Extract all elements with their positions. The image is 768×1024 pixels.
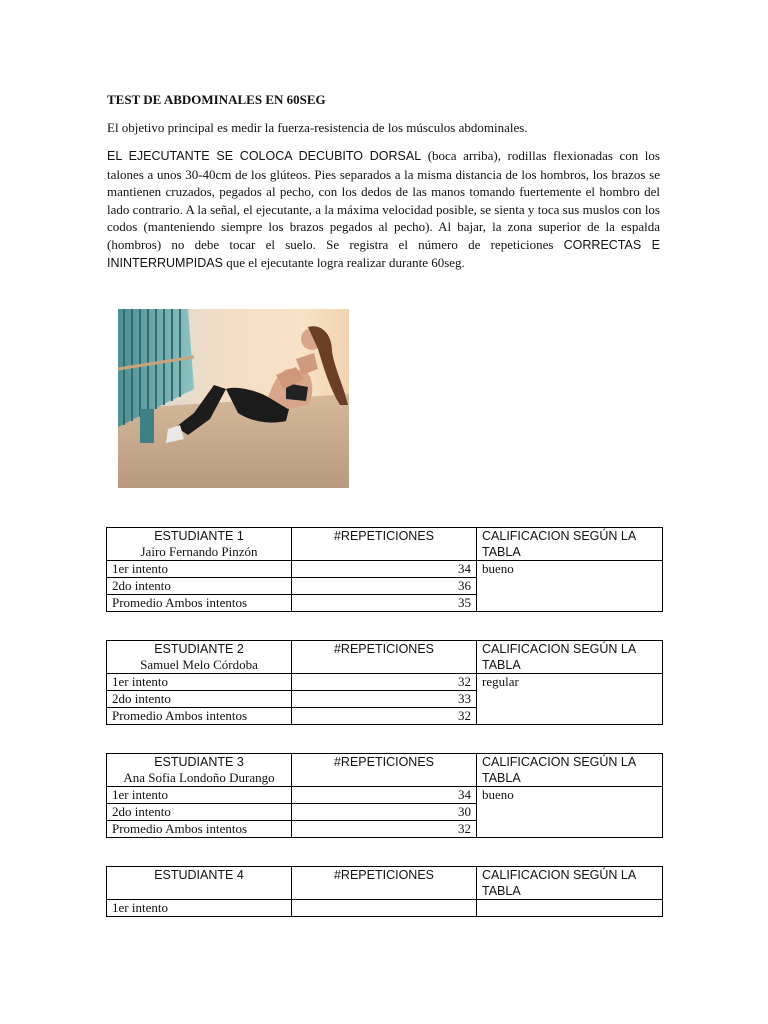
row-value: 32 <box>292 821 477 838</box>
rating-cell: bueno <box>477 787 663 838</box>
student-header-cell <box>107 641 292 674</box>
objective-text: El objetivo principal es medir la fuerza-resistencia de los músculos abdominales. <box>107 120 528 135</box>
row-value: 33 <box>292 691 477 708</box>
row-value: 34 <box>292 561 477 578</box>
student-name: Samuel Melo Córdoba <box>140 657 258 672</box>
instructions-paragraph <box>107 147 660 273</box>
para-body-1: (boca arriba), rodillas flexionadas con los talones a unos 30-40cm de los glúteos. Pies separados a la misma distancia de los hombros, los brazos se mantienen cruzados, pegados al pecho, con los dedos de las manos tomando fuertemente el hombro del lado contrario. A la señal, el ejecutante, a la máxima velocidad posible, se sienta y toca sus muslos con los codos (manteniendo siempre los brazos pegados al pecho). Al bajar, la zona superior de la espalda (hombros) no debe tocar el suelo. Se registra el número de repeticiones <box>107 148 660 252</box>
rating-header: CALIFICACION SEGÚN LA TABLA <box>477 867 663 900</box>
student-header-cell <box>107 528 292 561</box>
rating-header: CALIFICACION SEGÚN LA TABLA <box>477 754 663 787</box>
student-header-cell <box>107 754 292 787</box>
document-title: TEST DE ABDOMINALES EN 60SEG <box>107 92 326 107</box>
student-label: ESTUDIANTE 1 <box>154 529 244 543</box>
student-label: ESTUDIANTE 4 <box>154 868 244 882</box>
para-body-2: que el ejecutante logra realizar durante 60seg. <box>222 255 465 270</box>
exercise-photo <box>118 309 349 488</box>
row-label: Promedio Ambos intentos <box>107 821 292 838</box>
row-label: 1er intento <box>107 900 292 917</box>
student-label: ESTUDIANTE 2 <box>154 642 244 656</box>
repetitions-header: #REPETICIONES <box>292 867 477 900</box>
rating-cell: regular <box>477 674 663 725</box>
row-label: 1er intento <box>107 787 292 804</box>
student-header-cell <box>107 867 292 900</box>
results-table-3 <box>106 753 663 838</box>
para-caps: CORRECTAS E ININTERRUMPIDAS <box>107 237 660 270</box>
rating-cell: bueno <box>477 561 663 612</box>
row-label: 1er intento <box>107 561 292 578</box>
results-table-1 <box>106 527 663 612</box>
repetitions-header: #REPETICIONES <box>292 641 477 674</box>
results-table-4 <box>106 866 663 917</box>
row-label: Promedio Ambos intentos <box>107 708 292 725</box>
row-value: 35 <box>292 595 477 612</box>
student-label: ESTUDIANTE 3 <box>154 755 244 769</box>
row-label: 2do intento <box>107 804 292 821</box>
student-name: Ana Sofia Londoño Durango <box>123 770 275 785</box>
row-value: 30 <box>292 804 477 821</box>
row-label: 2do intento <box>107 691 292 708</box>
para-lead: EL EJECUTANTE SE COLOCA DECUBITO DORSAL <box>107 149 422 163</box>
row-value: 32 <box>292 708 477 725</box>
rating-cell <box>477 900 663 917</box>
row-label: Promedio Ambos intentos <box>107 595 292 612</box>
repetitions-header: #REPETICIONES <box>292 528 477 561</box>
row-value: 36 <box>292 578 477 595</box>
results-table-2 <box>106 640 663 725</box>
row-value: 32 <box>292 674 477 691</box>
student-name: Jairo Fernando Pinzón <box>140 544 258 559</box>
row-value <box>292 900 477 917</box>
repetitions-header: #REPETICIONES <box>292 754 477 787</box>
rating-header: CALIFICACION SEGÚN LA TABLA <box>477 641 663 674</box>
row-label: 1er intento <box>107 674 292 691</box>
row-value: 34 <box>292 787 477 804</box>
rating-header: CALIFICACION SEGÚN LA TABLA <box>477 528 663 561</box>
row-label: 2do intento <box>107 578 292 595</box>
